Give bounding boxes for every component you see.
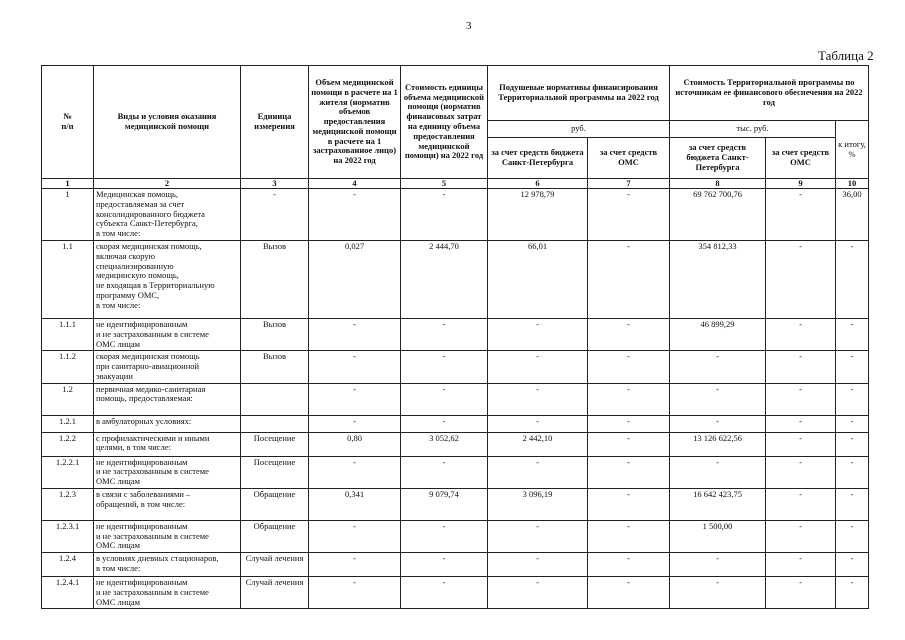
column-number: 10 bbox=[836, 179, 869, 189]
header-percent-total: к итогу, % bbox=[836, 121, 869, 179]
row-budget-norm: - bbox=[488, 415, 588, 432]
row-budget-cost: 354 812,33 bbox=[670, 241, 766, 319]
table-row bbox=[42, 189, 869, 241]
row-oms-norm: - bbox=[588, 383, 670, 415]
row-budget-cost: - bbox=[670, 415, 766, 432]
column-number: 9 bbox=[766, 179, 836, 189]
column-number-row bbox=[42, 179, 869, 189]
row-unit-cost: 2 444,70 bbox=[401, 241, 488, 319]
row-name: скорая медицинская помощь, включая скорую специализированную медицинскую помощь, не входящая в Территориальную программу ОМС, в том числе: bbox=[94, 241, 241, 319]
row-oms-cost: - bbox=[766, 488, 836, 520]
row-name: не идентифицированным и не застрахованным в системе ОМС лицам bbox=[94, 319, 241, 351]
row-volume: - bbox=[309, 456, 401, 488]
row-budget-norm: - bbox=[488, 351, 588, 383]
row-volume: - bbox=[309, 415, 401, 432]
row-oms-cost: - bbox=[766, 520, 836, 552]
row-budget-cost: - bbox=[670, 553, 766, 577]
row-oms-cost: - bbox=[766, 351, 836, 383]
row-percent: - bbox=[836, 456, 869, 488]
column-number: 7 bbox=[588, 179, 670, 189]
row-oms-norm: - bbox=[588, 189, 670, 241]
column-number: 8 bbox=[670, 179, 766, 189]
row-percent: - bbox=[836, 415, 869, 432]
row-budget-cost: - bbox=[670, 577, 766, 609]
header-oms-cost: за счет средств ОМС bbox=[766, 138, 836, 179]
row-volume: 0,80 bbox=[309, 432, 401, 456]
table-row bbox=[42, 553, 869, 577]
column-number: 3 bbox=[241, 179, 309, 189]
row-oms-cost: - bbox=[766, 241, 836, 319]
row-number: 1 bbox=[42, 189, 94, 241]
row-number: 1.2 bbox=[42, 383, 94, 415]
row-unit-cost: - bbox=[401, 415, 488, 432]
row-percent: - bbox=[836, 520, 869, 552]
row-unit: - bbox=[241, 189, 309, 241]
row-budget-cost: - bbox=[670, 383, 766, 415]
row-number: 1.1.2 bbox=[42, 351, 94, 383]
row-percent: - bbox=[836, 383, 869, 415]
row-unit bbox=[241, 415, 309, 432]
row-percent: - bbox=[836, 351, 869, 383]
row-unit-cost: - bbox=[401, 520, 488, 552]
row-unit: Вызов bbox=[241, 241, 309, 319]
row-oms-cost: - bbox=[766, 432, 836, 456]
row-oms-norm: - bbox=[588, 456, 670, 488]
row-volume: - bbox=[309, 189, 401, 241]
table-row bbox=[42, 383, 869, 415]
table-row bbox=[42, 577, 869, 609]
column-number: 6 bbox=[488, 179, 588, 189]
column-number: 2 bbox=[94, 179, 241, 189]
row-unit-cost: - bbox=[401, 383, 488, 415]
row-name: в связи с заболеваниями – обращений, в том числе: bbox=[94, 488, 241, 520]
row-unit-cost: 3 052,62 bbox=[401, 432, 488, 456]
row-budget-norm: 12 978,79 bbox=[488, 189, 588, 241]
header-unit-rub: руб. bbox=[488, 121, 670, 138]
row-name: не идентифицированным и не застрахованным в системе ОМС лицам bbox=[94, 577, 241, 609]
header-volume: Объем медицинской помощи в расчете на 1 жителя (норматив объемов предоставления медицинской помощи в расчете на 1 застрахованное лицо) на 2022 год bbox=[309, 66, 401, 179]
row-budget-cost: 46 899,29 bbox=[670, 319, 766, 351]
row-volume: - bbox=[309, 351, 401, 383]
row-unit bbox=[241, 383, 309, 415]
row-number: 1.2.1 bbox=[42, 415, 94, 432]
table-body bbox=[42, 179, 869, 609]
row-number: 1.2.3.1 bbox=[42, 520, 94, 552]
table-row bbox=[42, 488, 869, 520]
table-row bbox=[42, 520, 869, 552]
row-number: 1.2.4.1 bbox=[42, 577, 94, 609]
row-number: 1.2.4 bbox=[42, 553, 94, 577]
row-percent: - bbox=[836, 577, 869, 609]
row-oms-norm: - bbox=[588, 241, 670, 319]
column-number: 1 bbox=[42, 179, 94, 189]
row-unit-cost: - bbox=[401, 189, 488, 241]
header-care-type: Виды и условия оказания медицинской помощи bbox=[94, 66, 241, 179]
row-number: 1.2.3 bbox=[42, 488, 94, 520]
row-oms-norm: - bbox=[588, 520, 670, 552]
row-number: 1.1 bbox=[42, 241, 94, 319]
row-name: с профилактическими и иными целями, в том числе: bbox=[94, 432, 241, 456]
row-name: Медицинская помощь, предоставляемая за счет консолидированного бюджета субъекта Санкт-Петербурга, в том числе: bbox=[94, 189, 241, 241]
table-caption: Таблица 2 bbox=[818, 48, 874, 63]
row-unit: Вызов bbox=[241, 351, 309, 383]
row-oms-cost: - bbox=[766, 189, 836, 241]
row-budget-cost: - bbox=[670, 351, 766, 383]
row-budget-norm: - bbox=[488, 577, 588, 609]
row-oms-cost: - bbox=[766, 319, 836, 351]
row-budget-norm: - bbox=[488, 553, 588, 577]
row-percent: - bbox=[836, 241, 869, 319]
header-oms-norm: за счет средств ОМС bbox=[588, 138, 670, 179]
row-unit: Посещение bbox=[241, 456, 309, 488]
row-budget-cost: 16 642 423,75 bbox=[670, 488, 766, 520]
row-percent: - bbox=[836, 488, 869, 520]
table-row bbox=[42, 456, 869, 488]
row-unit-cost: - bbox=[401, 319, 488, 351]
header-budget-norm: за счет средств бюджета Санкт-Петербурга bbox=[488, 138, 588, 179]
row-unit: Посещение bbox=[241, 432, 309, 456]
row-budget-norm: 66,01 bbox=[488, 241, 588, 319]
row-unit: Вызов bbox=[241, 319, 309, 351]
row-percent: - bbox=[836, 319, 869, 351]
header-unit: Единица измерения bbox=[241, 66, 309, 179]
row-unit: Случай лечения bbox=[241, 577, 309, 609]
row-volume: - bbox=[309, 319, 401, 351]
row-oms-cost: - bbox=[766, 553, 836, 577]
row-budget-cost: - bbox=[670, 456, 766, 488]
row-volume: - bbox=[309, 520, 401, 552]
row-unit: Обращение bbox=[241, 488, 309, 520]
row-unit-cost: - bbox=[401, 351, 488, 383]
row-oms-norm: - bbox=[588, 432, 670, 456]
row-number: 1.1.1 bbox=[42, 319, 94, 351]
row-oms-cost: - bbox=[766, 415, 836, 432]
header-unit-cost: Стоимость единицы объема медицинской помощи (норматив финансовых затрат на единицу объема предоставления медицинской помощи) на 2022 год bbox=[401, 66, 488, 179]
row-volume: 0,027 bbox=[309, 241, 401, 319]
row-oms-norm: - bbox=[588, 319, 670, 351]
table-row bbox=[42, 241, 869, 319]
row-number: 1.2.2.1 bbox=[42, 456, 94, 488]
table-row bbox=[42, 319, 869, 351]
header-program-cost: Стоимость Территориальной программы по источникам ее финансового обеспечения на 2022 год bbox=[670, 66, 869, 121]
table-row bbox=[42, 415, 869, 432]
row-oms-norm: - bbox=[588, 351, 670, 383]
row-oms-cost: - bbox=[766, 383, 836, 415]
row-name: в амбулаторных условиях: bbox=[94, 415, 241, 432]
row-budget-norm: - bbox=[488, 319, 588, 351]
row-budget-norm: 3 096,19 bbox=[488, 488, 588, 520]
row-oms-norm: - bbox=[588, 488, 670, 520]
row-budget-norm: - bbox=[488, 520, 588, 552]
row-budget-norm: 2 442,10 bbox=[488, 432, 588, 456]
row-number: 1.2.2 bbox=[42, 432, 94, 456]
row-volume: - bbox=[309, 553, 401, 577]
financing-table bbox=[41, 65, 869, 609]
row-name: не идентифицированным и не застрахованным в системе ОМС лицам bbox=[94, 520, 241, 552]
table-row bbox=[42, 432, 869, 456]
row-volume: - bbox=[309, 577, 401, 609]
row-name: в условиях дневных стационаров, в том числе: bbox=[94, 553, 241, 577]
row-budget-cost: 13 126 622,56 bbox=[670, 432, 766, 456]
header-per-capita-norms: Подушевые нормативы финансирования Территориальной программы на 2022 год bbox=[488, 66, 670, 121]
header-unit-thousand-rub: тыс. руб. bbox=[670, 121, 836, 138]
row-unit-cost: - bbox=[401, 456, 488, 488]
row-volume: - bbox=[309, 383, 401, 415]
row-unit: Случай лечения bbox=[241, 553, 309, 577]
row-budget-cost: 69 762 700,76 bbox=[670, 189, 766, 241]
row-oms-norm: - bbox=[588, 415, 670, 432]
page-number: 3 bbox=[466, 20, 472, 32]
row-oms-norm: - bbox=[588, 553, 670, 577]
row-name: первичная медико-санитарная помощь, предоставляемая: bbox=[94, 383, 241, 415]
header-budget-cost: за счет средств бюджета Санкт-Петербурга bbox=[670, 138, 766, 179]
row-oms-norm: - bbox=[588, 577, 670, 609]
row-name: скорая медицинская помощь при санитарно-авиационной эвакуации bbox=[94, 351, 241, 383]
row-budget-norm: - bbox=[488, 456, 588, 488]
row-budget-norm: - bbox=[488, 383, 588, 415]
row-oms-cost: - bbox=[766, 577, 836, 609]
table-row bbox=[42, 351, 869, 383]
row-name: не идентифицированным и не застрахованным в системе ОМС лицам bbox=[94, 456, 241, 488]
row-unit-cost: - bbox=[401, 577, 488, 609]
row-percent: - bbox=[836, 432, 869, 456]
row-unit-cost: 9 079,74 bbox=[401, 488, 488, 520]
row-volume: 0,341 bbox=[309, 488, 401, 520]
row-oms-cost: - bbox=[766, 456, 836, 488]
row-percent: - bbox=[836, 553, 869, 577]
row-unit: Обращение bbox=[241, 520, 309, 552]
column-number: 4 bbox=[309, 179, 401, 189]
row-budget-cost: 1 500,00 bbox=[670, 520, 766, 552]
header-number: № п/п bbox=[42, 66, 94, 179]
row-unit-cost: - bbox=[401, 553, 488, 577]
column-number: 5 bbox=[401, 179, 488, 189]
row-percent: 36,00 bbox=[836, 189, 869, 241]
